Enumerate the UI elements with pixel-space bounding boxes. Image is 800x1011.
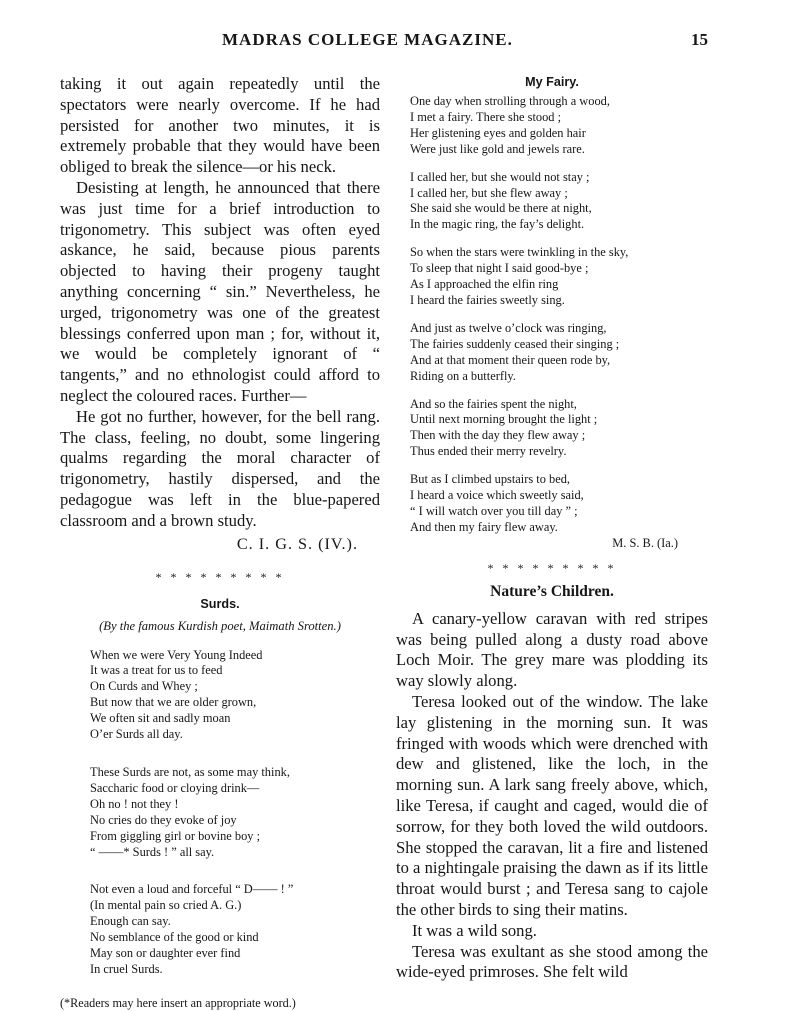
poem-footnote: (*Readers may here insert an appropriate word.) <box>60 995 296 1010</box>
poem-stanza <box>410 170 708 234</box>
poem-line: “ ——* Surds ! ” all say. <box>90 844 215 859</box>
poem-line: As I approached the elfin ring <box>410 277 559 292</box>
poem-line: And at that moment their queen rode by, <box>410 352 611 367</box>
poem-line: In the magic ring, the fay’s delight. <box>410 217 585 232</box>
magazine-title: MADRAS COLLEGE MAGAZINE. <box>222 30 513 49</box>
poem-line: And so the fairies spent the night, <box>410 396 577 411</box>
poem-line: Riding on a butterfly. <box>410 368 516 383</box>
right-column <box>396 74 708 983</box>
poem-title: My Fairy. <box>525 75 579 89</box>
poem-byline: (By the famous Kurdish poet, Maimath Srotten.) <box>99 618 341 633</box>
poem-line: “ I will watch over you till day ” ; <box>410 503 578 518</box>
poem-line: (In mental pain so cried A. G.) <box>90 898 242 913</box>
poem-line: From giggling girl or bovine boy ; <box>90 828 261 843</box>
poem-stanza <box>90 882 380 977</box>
section-separator: * * * * * * * * * <box>155 569 285 584</box>
page-number: 15 <box>691 30 708 49</box>
poem-line: One day when strolling through a wood, <box>410 94 610 108</box>
poem-line: Were just like gold and jewels rare. <box>410 141 585 156</box>
author-signature: C. I. G. S. (IV.). <box>236 534 358 553</box>
poem-stanza <box>410 472 708 536</box>
poem-line: To sleep that night I said good-bye ; <box>410 261 589 276</box>
poem-line: But as I climbed upstairs to bed, <box>410 472 571 487</box>
poem-line: I heard the fairies sweetly sing. <box>410 292 565 307</box>
poem-signature: M. S. B. (Ia.) <box>612 535 678 550</box>
paragraph: A canary-yellow caravan with red stripes was being pulled along a dusty road above Loch Moir. The grey mare was plodding its way slowly along. <box>396 608 708 691</box>
poem-line: The fairies suddenly ceased their singing ; <box>410 336 620 351</box>
poem-line: Her glistening eyes and golden hair <box>410 125 586 140</box>
poem-line: She said she would be there at night, <box>410 201 592 216</box>
poem-line: So when the stars were twinkling in the sky, <box>410 245 629 260</box>
poem-stanza <box>90 648 380 743</box>
poem-stanza <box>410 397 708 461</box>
poem-line: Until next morning brought the light ; <box>410 412 598 427</box>
poem-line: It was a treat for us to feed <box>90 663 223 678</box>
poem-stanza <box>410 321 708 385</box>
poem-line: These Surds are not, as some may think, <box>90 764 290 779</box>
poem-line: I called her, but she flew away ; <box>410 185 568 200</box>
poem-line: No semblance of the good or kind <box>90 930 259 945</box>
poem-stanza <box>410 245 708 309</box>
poem-line: And just as twelve o’clock was ringing, <box>410 320 607 335</box>
page-header <box>0 30 800 56</box>
poem-line: We often sit and sadly moan <box>90 711 231 726</box>
poem-line: On Curds and Whey ; <box>90 679 198 694</box>
paragraph: Desisting at length, he announced that there was just time for a brief introduction to trigonometry. This subject was often eyed askance, he said, because pious parents objected to having their progeny taught anything concerning “ sin.” Nevertheless, he urged, trigonometry was one of the greatest blessings conferred upon man ; for, without it, we would be completely ignorant of “ tangents,” and no ethnologist could afford to neglect the coloured races. Further— <box>60 177 380 405</box>
poem-line: Thus ended their merry revelry. <box>410 444 567 459</box>
poem-line: Then with the day they flew away ; <box>410 428 586 443</box>
poem-line: No cries do they evoke of joy <box>90 812 237 827</box>
poem-line: I called her, but she would not stay ; <box>410 169 590 184</box>
poem-line: Saccharic food or cloying drink— <box>90 780 260 795</box>
paragraph: He got no further, however, for the bell rang. The class, feeling, no doubt, some lingering qualms regarding the moral character of trigonometry, hastily dispersed, and the pedagogue was left in the blue-papered classroom and a brown study. <box>60 406 380 530</box>
poem-line: Oh no ! not they ! <box>90 796 179 811</box>
paragraph: It was a wild song. <box>412 920 537 940</box>
story-title: Nature’s Children. <box>490 582 614 600</box>
poem-stanza <box>410 94 708 158</box>
paragraph: Teresa looked out of the window. The lake lay glistening in the morning sun. It was fringed with woods which were drenched with dew and glistened, like the loch, in the morning sun. A lark sang freely above, which, like Teresa, if caught and caged, would die of sorrow, for they both loved the wild outdoors. She stopped the caravan, lit a fire and listened to a nightingale praising the dawn as if its little throat would burst ; and Teresa sang to cajole the other birds to sing their matins. <box>396 691 708 919</box>
poem-line: Not even a loud and forceful “ D—— ! ” <box>90 882 294 897</box>
poem-line: I heard a voice which sweetly said, <box>410 488 584 503</box>
poem-line: When we were Very Young Indeed <box>90 647 263 662</box>
poem-line: Enough can say. <box>90 914 171 929</box>
paragraph: taking it out again repeatedly until the spectators were nearly overcome. If he had persisted for another two minutes, it is extremely probable that they would have been obliged to break the silence—or his neck. <box>60 74 380 177</box>
poem-line: In cruel Surds. <box>90 961 163 976</box>
poem-line: And then my fairy flew away. <box>410 519 558 534</box>
left-column <box>60 74 380 1011</box>
poem-stanza <box>90 765 380 860</box>
poem-line: O’er Surds all day. <box>90 727 183 742</box>
section-separator: * * * * * * * * * <box>487 560 617 575</box>
poem-line: May son or daughter ever find <box>90 946 241 961</box>
paragraph: Teresa was exultant as she stood among the wide-eyed primroses. She felt wild <box>396 941 708 982</box>
poem-title: Surds. <box>200 596 240 611</box>
poem-line: I met a fairy. There she stood ; <box>410 109 562 124</box>
poem-line: But now that we are older grown, <box>90 695 257 710</box>
